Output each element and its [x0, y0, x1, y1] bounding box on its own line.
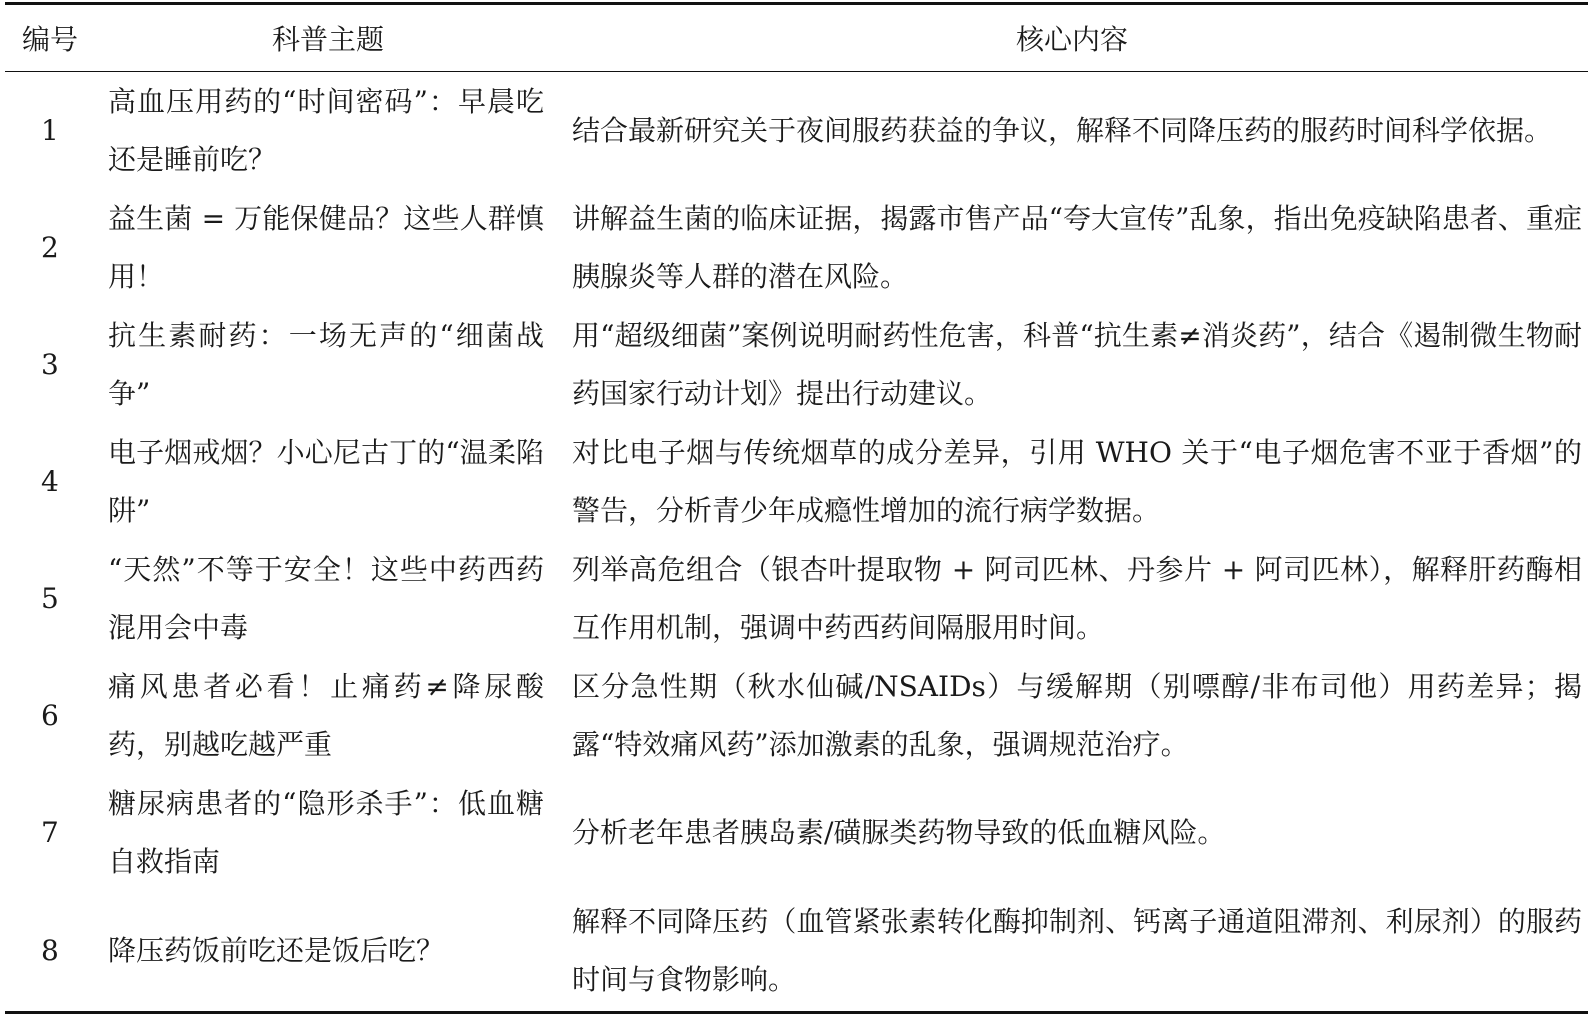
table-row — [5, 72, 1588, 190]
table-row — [5, 189, 1588, 306]
row-number: 6 — [41, 698, 59, 732]
row-topic: 降压药饭前吃还是饭后吃？ — [108, 934, 445, 967]
header-content: 核心内容 — [556, 5, 1588, 72]
row-topic: 抗生素耐药：一场无声的“细菌战争” — [108, 318, 544, 410]
table-row — [5, 540, 1588, 657]
row-topic: “天然”不等于安全！这些中药西药混用会中毒 — [108, 552, 544, 644]
row-content: 讲解益生菌的临床证据，揭露市售产品“夸大宣传”乱象，指出免疫缺陷患者、重症胰腺炎等人群的潜在风险。 — [572, 201, 1582, 293]
row-topic: 益生菌 = 万能保健品？这些人群慎用！ — [108, 201, 544, 293]
row-topic: 痛风患者必看！止痛药≠降尿酸药，别越吃越严重 — [108, 669, 544, 761]
row-number: 3 — [41, 347, 59, 381]
science-topics-table — [5, 5, 1588, 1011]
table-row — [5, 657, 1588, 774]
row-number: 8 — [41, 934, 59, 967]
row-number: 7 — [41, 815, 59, 849]
table-row — [5, 774, 1588, 891]
row-topic: 电子烟戒烟？小心尼古丁的“温柔陷阱” — [108, 435, 544, 527]
row-content: 区分急性期（秋水仙碱/NSAIDs）与缓解期（别嘌醇/非布司他）用药差异；揭露“特效痛风药”添加激素的乱象，强调规范治疗。 — [572, 669, 1582, 761]
row-content: 列举高危组合（银杏叶提取物 + 阿司匹林、丹参片 + 阿司匹林），解释肝药酶相互作用机制，强调中药西药间隔服用时间。 — [572, 552, 1582, 644]
table-row — [5, 891, 1588, 1011]
table-body — [5, 72, 1588, 1012]
row-content: 结合最新研究关于夜间服药获益的争议，解释不同降压药的服药时间科学依据。 — [572, 113, 1553, 147]
table-row — [5, 306, 1588, 423]
row-topic: 高血压用药的“时间密码”：早晨吃还是睡前吃？ — [108, 84, 544, 176]
row-number: 4 — [41, 464, 59, 498]
header-row — [5, 5, 1588, 72]
row-number: 2 — [41, 230, 59, 264]
header-number: 编号 — [5, 5, 100, 72]
row-number: 5 — [41, 581, 59, 615]
header-topic: 科普主题 — [100, 5, 556, 72]
row-content: 分析老年患者胰岛素/磺脲类药物导致的低血糖风险。 — [572, 815, 1226, 849]
table-row — [5, 423, 1588, 540]
science-topics-table-wrapper — [5, 2, 1588, 1014]
row-content: 解释不同降压药（血管紧张素转化酶抑制剂、钙离子通道阻滞剂、利尿剂）的服药时间与食物影响。 — [572, 905, 1582, 996]
row-content: 用“超级细菌”案例说明耐药性危害，科普“抗生素≠消炎药”，结合《遏制微生物耐药国家行动计划》提出行动建议。 — [572, 318, 1582, 410]
row-content: 对比电子烟与传统烟草的成分差异，引用 WHO 关于“电子烟危害不亚于香烟”的警告，分析青少年成瘾性增加的流行病学数据。 — [572, 435, 1582, 527]
row-number: 1 — [41, 113, 59, 147]
row-topic: 糖尿病患者的“隐形杀手”：低血糖自救指南 — [108, 786, 544, 878]
table-header — [5, 5, 1588, 72]
